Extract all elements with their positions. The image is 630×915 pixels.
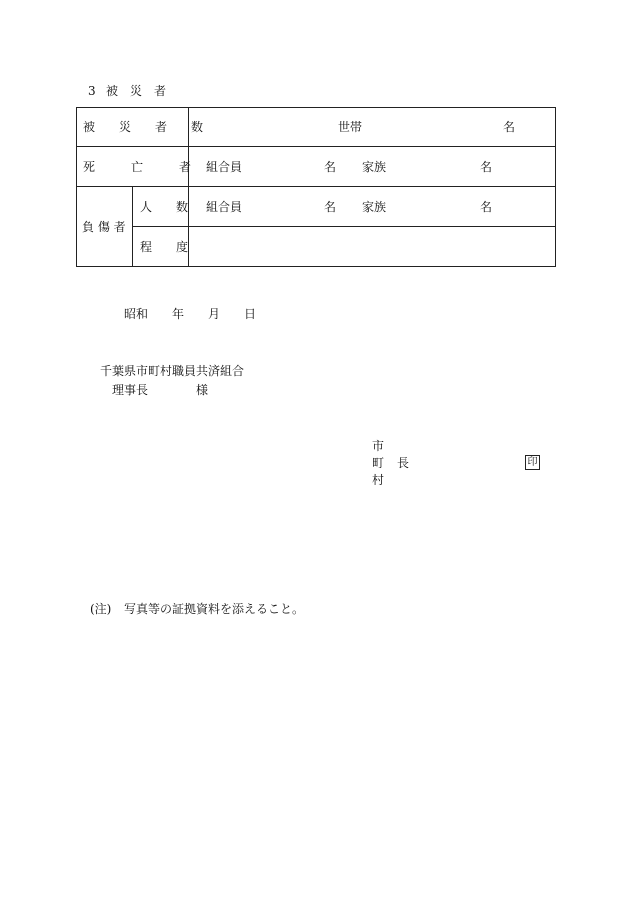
sender-city: 市 [372, 439, 385, 453]
table-border-left [76, 107, 77, 267]
count-label: 人 数 [140, 200, 189, 214]
table-row-divider [132, 226, 556, 227]
section-title: 被 災 者 [106, 84, 167, 98]
person-unit-label: 名 [324, 200, 337, 214]
person-unit-label: 名 [324, 160, 337, 174]
member-label: 組合員 [206, 160, 243, 174]
note-text: 写真等の証拠資料を添えること。 [124, 602, 305, 616]
addressee-org: 千葉県市町村職員共済組合 [100, 364, 245, 378]
note-mark: (注) [90, 602, 112, 616]
table-border-bottom [76, 266, 556, 267]
victim-count-label: 被 災 者 数 [83, 120, 204, 134]
family-label: 家族 [362, 200, 387, 214]
sender-village: 村 [372, 473, 385, 487]
table-row-divider [76, 186, 556, 187]
era-label: 昭和 [124, 307, 149, 321]
day-label: 日 [244, 307, 257, 321]
deceased-label: 死 亡 者 [83, 160, 192, 174]
injured-label: 負 傷 者 [82, 220, 126, 234]
addressee-title: 理事長 [112, 383, 149, 397]
degree-label: 程 度 [140, 240, 189, 254]
family-label: 家族 [362, 160, 387, 174]
addressee-honorific: 様 [196, 383, 209, 397]
sender-town: 町 [372, 456, 385, 470]
table-row-divider [76, 146, 556, 147]
table-column-divider [132, 186, 133, 266]
seal-stamp: 印 [525, 455, 540, 470]
sender-title: 長 [397, 456, 410, 470]
person-unit-label: 名 [503, 120, 516, 134]
person-unit-label: 名 [480, 160, 493, 174]
household-label: 世帯 [338, 120, 363, 134]
person-unit-label: 名 [480, 200, 493, 214]
table-border-top [76, 107, 556, 108]
member-label: 組合員 [206, 200, 243, 214]
month-label: 月 [208, 307, 221, 321]
table-border-right [555, 107, 556, 267]
section-number: 3 [88, 84, 96, 98]
year-label: 年 [172, 307, 185, 321]
